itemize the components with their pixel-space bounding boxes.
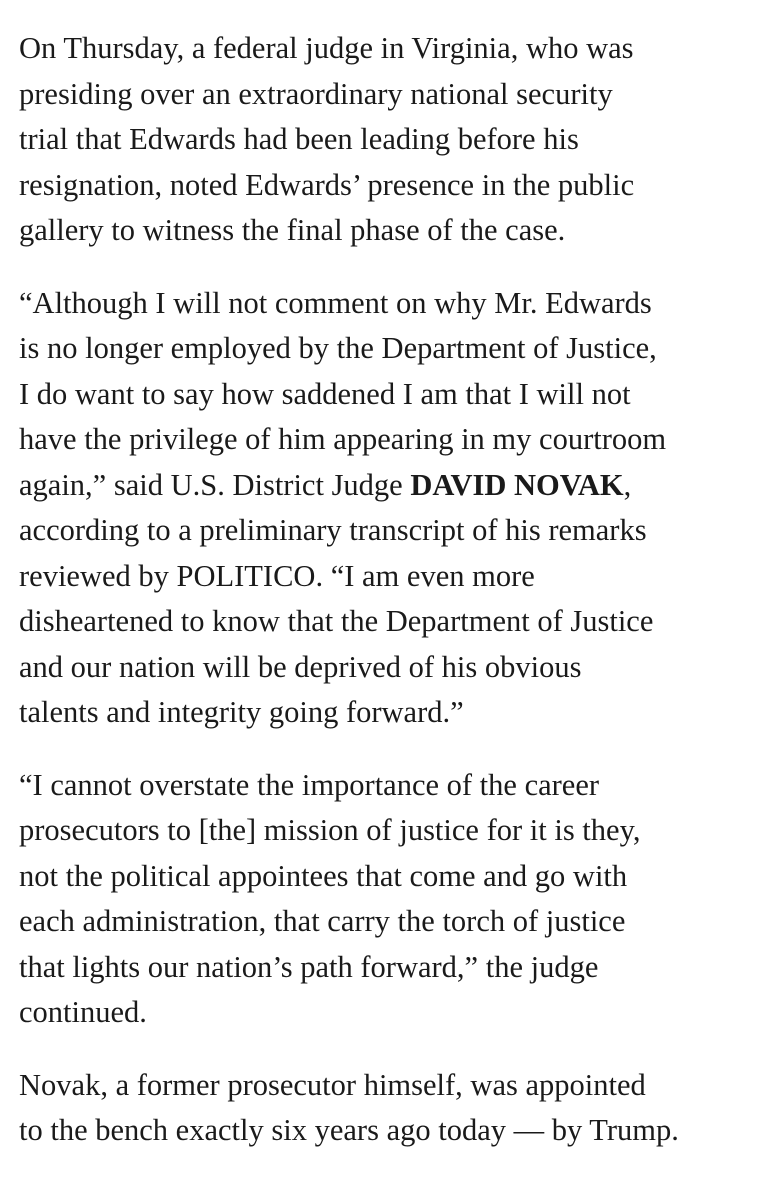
paragraph-2 bbox=[19, 281, 749, 736]
text-line: disheartened to know that the Department of Justice bbox=[19, 604, 654, 638]
text-line: “I cannot overstate the importance of the career bbox=[19, 767, 600, 802]
text-line: that lights our nation’s path forward,” the judge bbox=[19, 949, 599, 984]
text-line: and our nation will be deprived of his obvious bbox=[19, 649, 582, 684]
article-body bbox=[19, 26, 749, 1181]
text-line: reviewed by POLITICO. “I am even more bbox=[19, 558, 535, 593]
text-line: gallery to witness the final phase of the case. bbox=[19, 213, 566, 247]
judge-name: DAVID NOVAK bbox=[410, 467, 624, 502]
text-line bbox=[19, 463, 749, 509]
text-line: to the bench exactly six years ago today — by Trump. bbox=[19, 1113, 679, 1147]
text-line: resignation, noted Edwards’ presence in the public bbox=[19, 167, 635, 202]
text-line: is no longer employed by the Department of Justice, bbox=[19, 331, 657, 365]
text-segment: , bbox=[623, 467, 632, 502]
text-line: not the political appointees that come and go with bbox=[19, 858, 628, 893]
text-line: I do want to say how saddened I am that I will not bbox=[19, 376, 631, 411]
text-line: continued. bbox=[19, 995, 147, 1029]
text-line: each administration, that carry the torch of justice bbox=[19, 904, 626, 938]
text-line: presiding over an extraordinary national security bbox=[19, 76, 613, 111]
text-line: On Thursday, a federal judge in Virginia, who was bbox=[19, 31, 634, 65]
paragraph-4 bbox=[19, 1063, 749, 1154]
paragraph-1 bbox=[19, 26, 749, 254]
text-line: talents and integrity going forward.” bbox=[19, 695, 464, 729]
text-line: trial that Edwards had been leading before his bbox=[19, 122, 579, 156]
text-segment: again,” said U.S. District Judge bbox=[19, 467, 411, 502]
text-line: have the privilege of him appearing in my courtroom bbox=[19, 422, 667, 456]
text-line: according to a preliminary transcript of his remarks bbox=[19, 513, 647, 547]
text-line: prosecutors to [the] mission of justice for it is they, bbox=[19, 813, 641, 847]
text-line: Novak, a former prosecutor himself, was appointed bbox=[19, 1067, 646, 1102]
text-line: “Although I will not comment on why Mr. Edwards bbox=[19, 285, 652, 320]
paragraph-3 bbox=[19, 763, 749, 1036]
